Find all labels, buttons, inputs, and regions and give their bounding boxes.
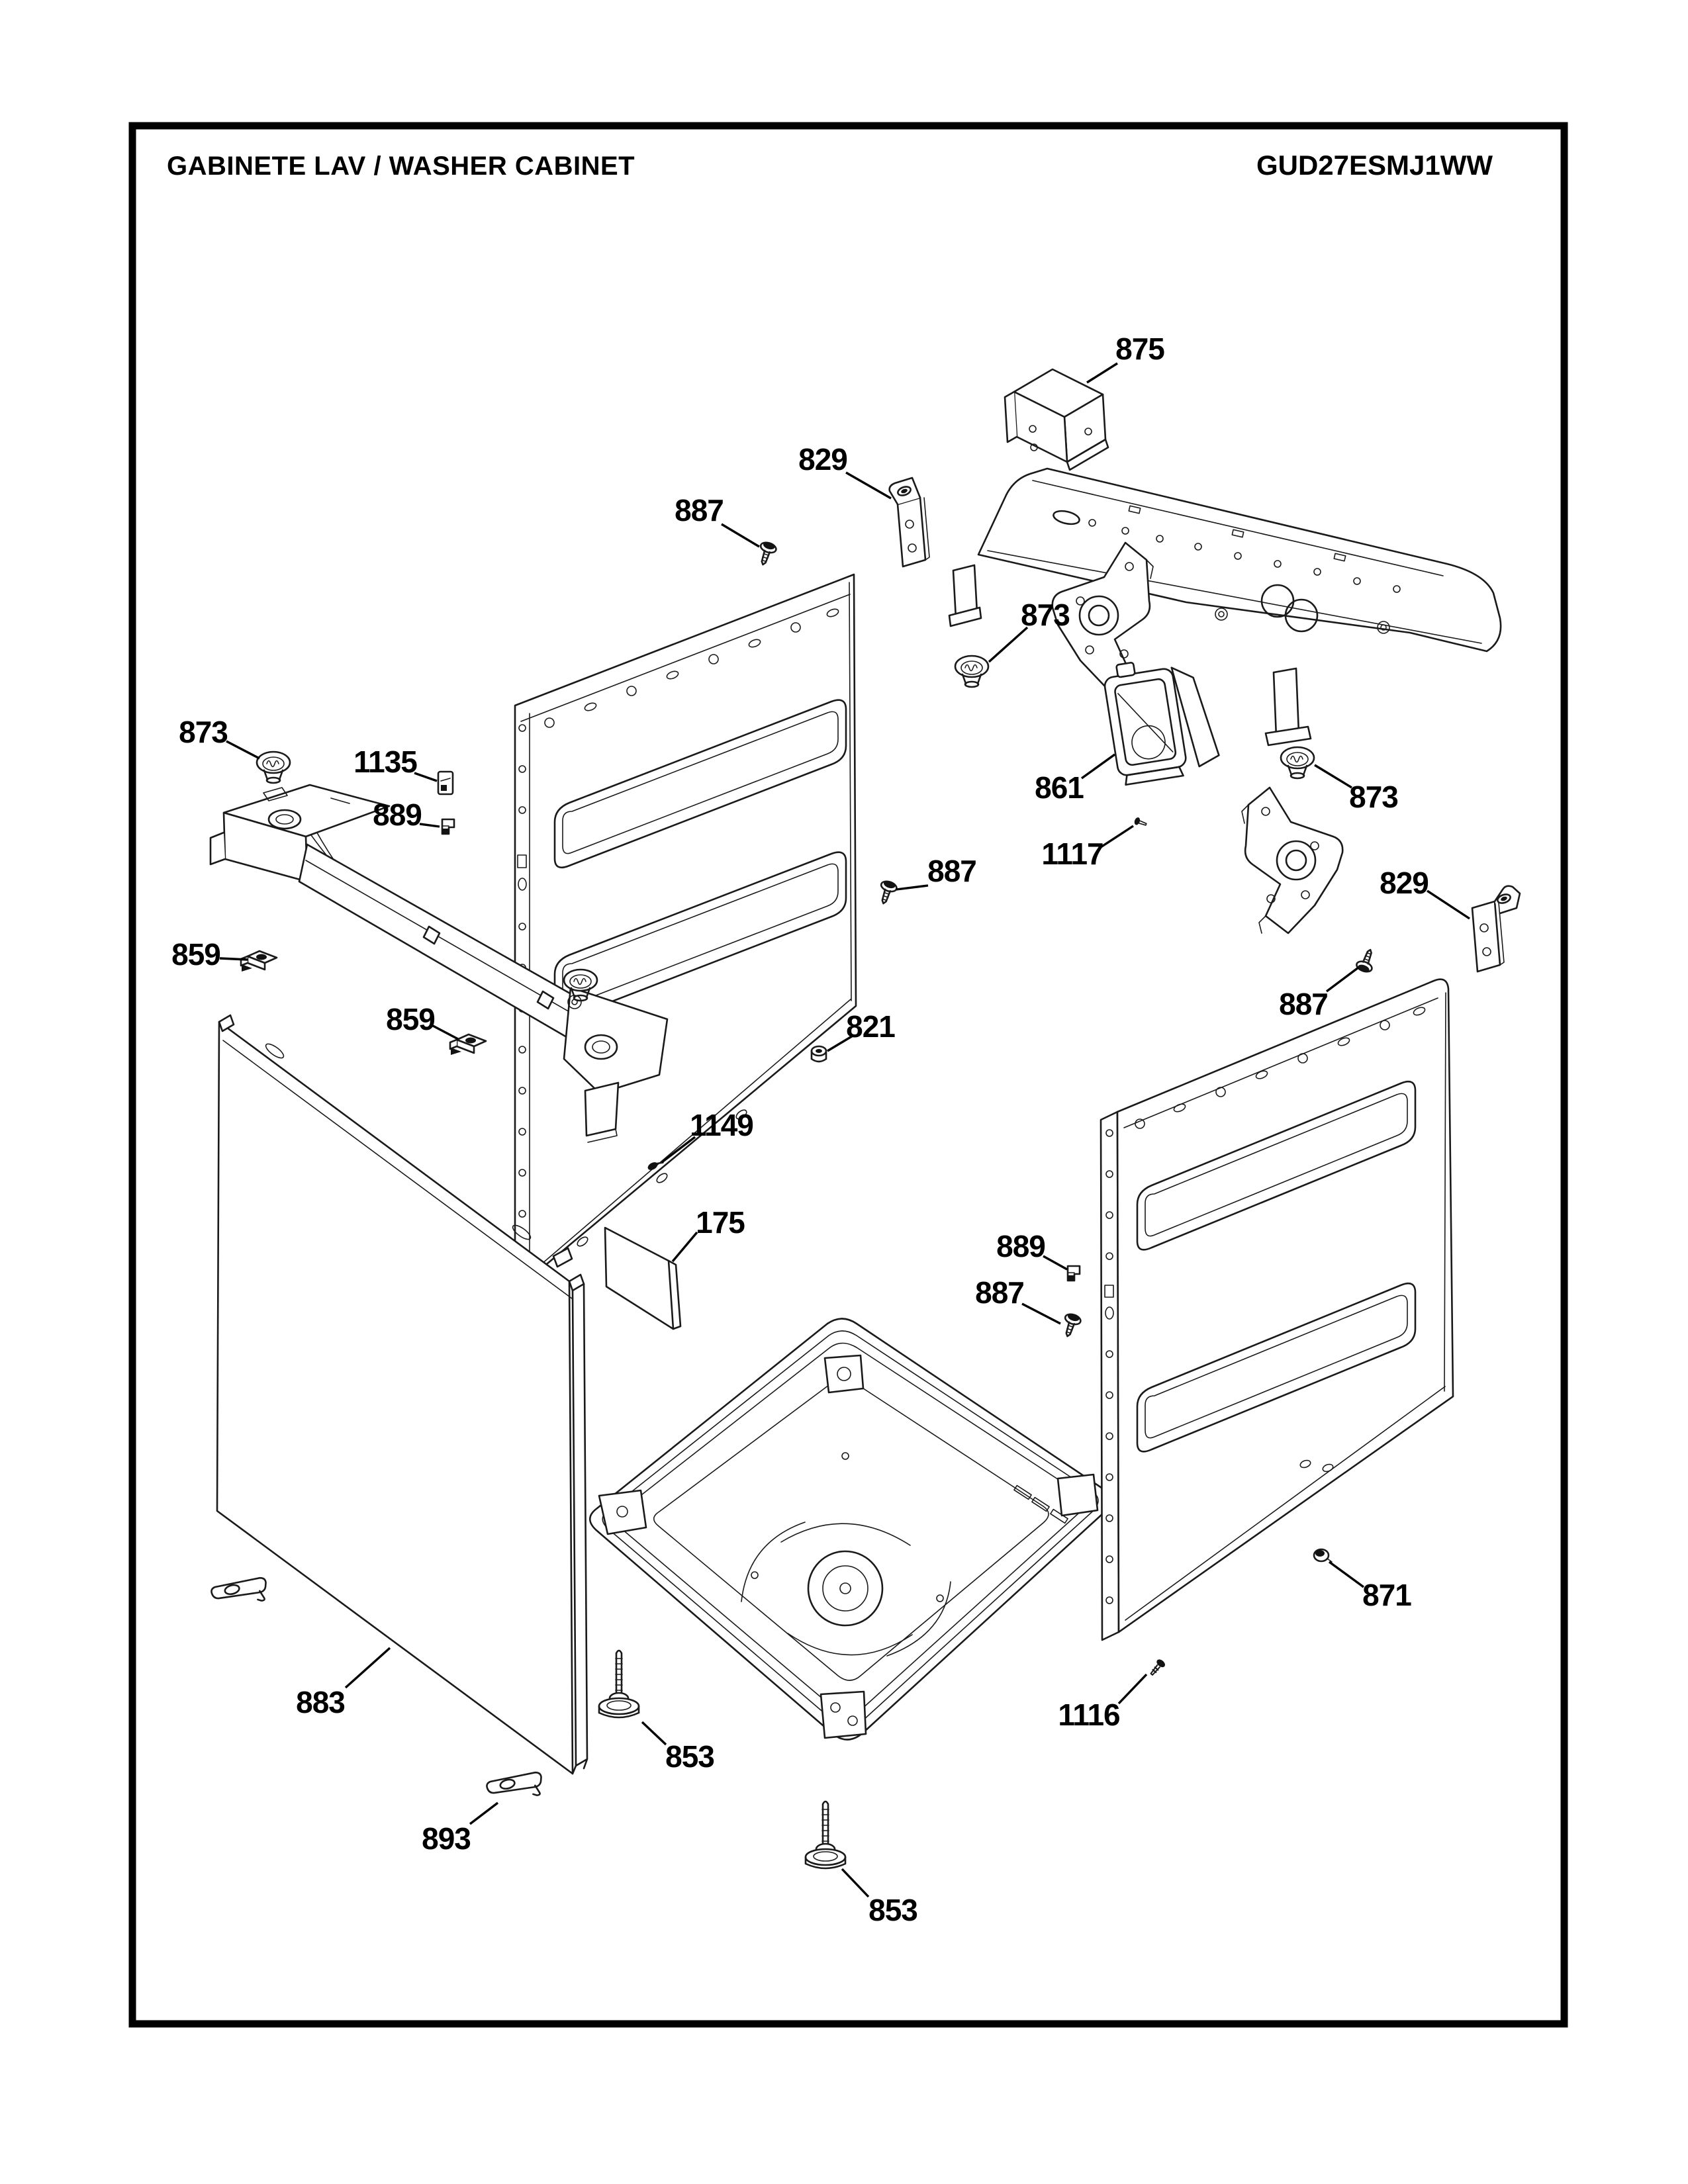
leader-line-floor-clip [470, 1803, 498, 1824]
page-title: GABINETE LAV / WASHER CABINET [167, 152, 635, 181]
callout-887-screw-right: 887 [1279, 987, 1328, 1021]
callout-175-cover-plate: 175 [696, 1205, 745, 1240]
base-pan [590, 1319, 1110, 1740]
leader-line-leveling-pad-left [226, 741, 259, 758]
leader-line-clip-859-front [433, 1026, 458, 1039]
model-number: GUD27ESMJ1WW [1256, 150, 1493, 181]
callout-829-corner-bracket-left: 829 [798, 442, 847, 477]
leader-line-clip-889-left [420, 824, 440, 827]
leader-line-air-duct [1082, 754, 1115, 778]
leveling-leg-left [599, 1651, 639, 1717]
callout-875-rear-cover-bracket: 875 [1115, 332, 1164, 366]
callout-887-screw-mid: 887 [927, 854, 976, 888]
leader-line-corner-bracket-left [846, 473, 891, 498]
callout-821-nut-821: 821 [846, 1009, 895, 1044]
leader-line-leveling-pad-right [1315, 765, 1352, 788]
screw-887-top [755, 540, 778, 567]
leader-line-corner-bracket-right [1427, 891, 1470, 919]
leader-line-screw-mid [896, 886, 928, 889]
callout-1116-screw-1116: 1116 [1058, 1698, 1120, 1732]
leader-line-screw-top [722, 524, 759, 547]
callout-859-clip-859-left: 859 [171, 937, 220, 972]
callout-883-front-panel: 883 [296, 1685, 345, 1719]
leader-line-leveling-leg-center [842, 1869, 868, 1897]
leader-line-leveling-pad-center [989, 627, 1027, 662]
leader-line-screw-1117 [1101, 826, 1133, 847]
screw-1116 [1148, 1658, 1166, 1677]
nut-821 [812, 1046, 826, 1062]
leader-line-screw-right [1327, 968, 1358, 991]
cover-plate-175 [605, 1228, 680, 1329]
callout-859-clip-859-front: 859 [386, 1002, 435, 1036]
floor-clip-left [211, 1575, 270, 1612]
leader-line-clip-1135 [414, 773, 437, 781]
leader-line-cover-plate [673, 1232, 697, 1261]
corner-gusset-right [1242, 788, 1342, 933]
callout-873-leveling-pad-left: 873 [179, 715, 228, 749]
callout-861-air-duct: 861 [1035, 770, 1084, 805]
air-duct-861 [1102, 651, 1221, 786]
callout-893-floor-clip: 893 [422, 1821, 471, 1856]
corner-bracket-829-right [1472, 886, 1520, 972]
callout-887-screw-top: 887 [675, 493, 724, 527]
callout-873-leveling-pad-center: 873 [1021, 598, 1070, 632]
floor-clip-893 [486, 1770, 545, 1807]
screw-887-mid [876, 879, 898, 906]
clip-889-left [442, 819, 454, 834]
leader-line-clip-859-left [220, 958, 248, 960]
callout-829-corner-bracket-right: 829 [1380, 866, 1429, 900]
left-side-panel [515, 574, 856, 1291]
callout-889-clip-889-left: 889 [373, 797, 422, 832]
callout-871-screw-871: 871 [1362, 1578, 1411, 1612]
rear-cover-bracket-875 [1005, 369, 1108, 470]
callout-1149-screw-1149: 1149 [690, 1108, 753, 1142]
right-side-panel [1101, 979, 1453, 1640]
leveling-leg-center [806, 1801, 845, 1868]
callout-1135-clip-1135: 1135 [353, 745, 417, 779]
callout-887-screw-pair: 887 [975, 1275, 1024, 1310]
screw-871 [1314, 1549, 1332, 1562]
leader-line-clip-889-right [1043, 1256, 1067, 1269]
callout-1117-screw-1117: 1117 [1041, 837, 1103, 871]
callout-853-leveling-leg-center: 853 [868, 1893, 917, 1927]
callout-873-leveling-pad-right: 873 [1349, 780, 1398, 814]
callout-853-leveling-leg-left: 853 [665, 1739, 714, 1774]
clip-1135 [438, 772, 453, 794]
leader-line-screw-pair [1022, 1304, 1060, 1324]
leader-line-front-panel [346, 1648, 390, 1688]
screw-1117 [1133, 817, 1147, 828]
screw-887-pair [1060, 1312, 1082, 1339]
callout-889-clip-889-right: 889 [996, 1229, 1045, 1263]
clip-889-right [1068, 1266, 1080, 1281]
leader-line-screw-871 [1329, 1562, 1364, 1587]
screw-887-right [1355, 947, 1378, 974]
leader-line-screw-1116 [1119, 1674, 1147, 1704]
leader-line-leveling-leg-left [642, 1722, 666, 1745]
clip-859-left [241, 951, 277, 972]
corner-bracket-829-top [890, 478, 929, 567]
leader-line-rear-cover-bracket [1087, 363, 1117, 383]
